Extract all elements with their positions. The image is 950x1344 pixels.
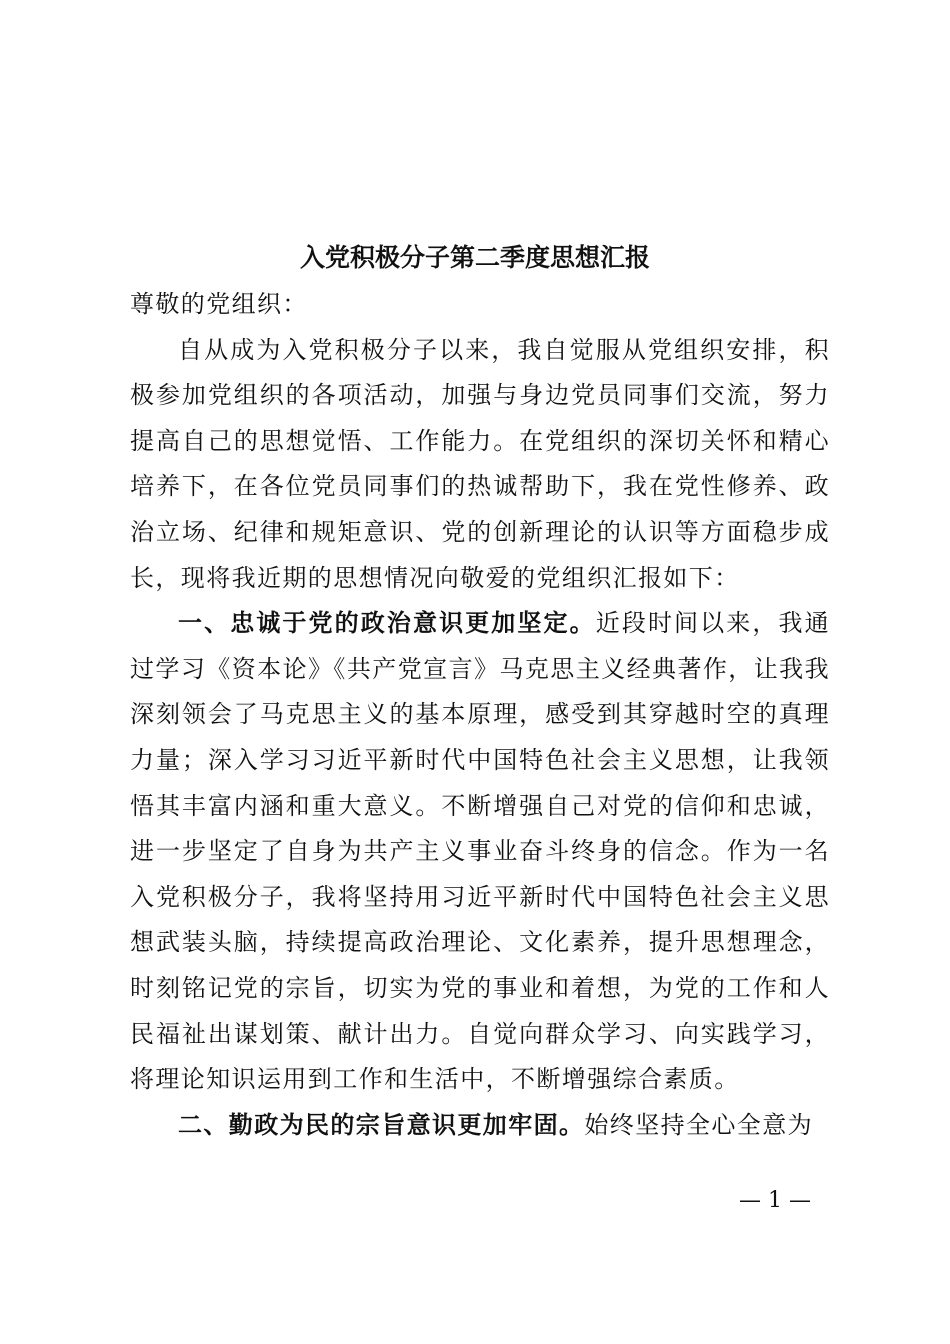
- document-title: 入党积极分子第二季度思想汇报: [299, 243, 650, 272]
- section-heading-1: 一、忠诚于党的政治意识更加坚定。: [178, 609, 596, 638]
- section-paragraph-2: [130, 1103, 830, 1149]
- section-text-1: 近段时间以来，我通过学习《资本论》《共产党宣言》马克思主义经典著作，让我我深刻领会了马克思主义的基本原理，感受到其穿越时空的真理力量；深入学习习近平新时代中国特色社会主义思想，让我领悟其丰富内涵和重大意义。不断增强自己对党的信仰和忠诚，进一步坚定了自身为共产主义事业奋斗终身的信念。作为一名入党积极分子，我将坚持用习近平新时代中国特色社会主义思想武装头脑，持续提高政治理论、文化素养，提升思想理念，时刻铭记党的宗旨，切实为党的事业和着想，为党的工作和人民福祉出谋划策、献计出力。自觉向群众学习、向实践学习，将理论知识运用到工作和生活中，不断增强综合素质。: [130, 609, 830, 1094]
- document-body: [130, 282, 830, 1148]
- intro-paragraph: 自从成为入党积极分子以来，我自觉服从党组织安排，积极参加党组织的各项活动，加强与身边党员同事们交流，努力提高自己的思想觉悟、工作能力。在党组织的深切关怀和精心培养下，在各位党员同事们的热诚帮助下，我在党性修养、政治立场、纪律和规矩意识、党的创新理论的认识等方面稳步成长，现将我近期的思想情况向敬爱的党组织汇报如下：: [130, 335, 830, 592]
- salutation: 尊敬的党组织：: [130, 290, 308, 318]
- section-heading-2: 二、勤政为民的宗旨意识更加牢固。: [178, 1110, 585, 1139]
- page-number: — 1 —: [739, 1188, 811, 1213]
- section-text-2: 始终坚持全心全意为: [584, 1110, 814, 1139]
- section-paragraph-1: [130, 601, 830, 1103]
